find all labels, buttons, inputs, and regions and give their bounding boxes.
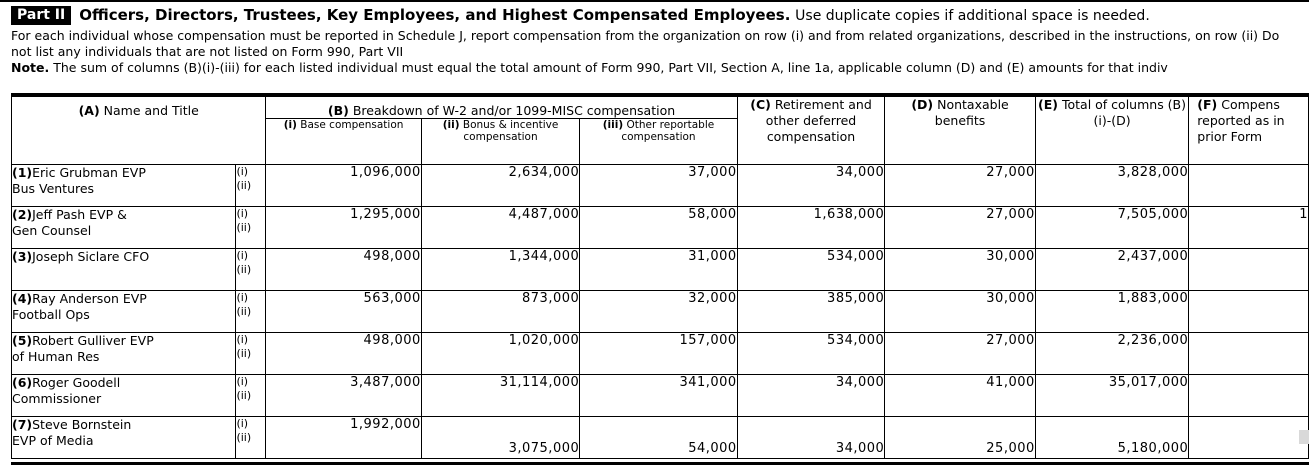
col-c-header: (C) Retirement and other deferred compensation (737, 97, 885, 165)
table-row (12, 249, 1309, 291)
person-name-title: (6)Roger Goodell Commissioner (12, 375, 236, 417)
nontaxable-benefits: 41,000 (885, 375, 1035, 417)
retirement-comp: 534,000 (737, 249, 885, 291)
intro-text: For each individual whose compensation must be reported in Schedule J, report compensation from the organization on row (i) and from related organizations, described in the instructions, on row (ii) Do not list any individuals that are not listed on Form 990, Part VII (11, 28, 1280, 59)
note-line (11, 60, 1168, 75)
part-title-row (11, 6, 1150, 26)
retirement-comp: 34,000 (737, 417, 885, 459)
prior-form-comp (1189, 291, 1309, 333)
other-comp: 54,000 (580, 417, 737, 459)
base-comp: 498,000 (266, 249, 421, 291)
nontaxable-benefits: 27,000 (885, 333, 1035, 375)
total-comp: 1,883,000 (1035, 291, 1189, 333)
retirement-comp: 34,000 (737, 375, 885, 417)
col-e-header: (E) Total of columns (B)(i)-(D) (1035, 97, 1189, 165)
other-comp: 37,000 (580, 165, 737, 207)
other-comp: 32,000 (580, 291, 737, 333)
base-comp: 1,295,000 (266, 207, 421, 249)
base-comp: 1,992,000 (266, 417, 421, 459)
table-row (12, 333, 1309, 375)
nontaxable-benefits: 30,000 (885, 291, 1035, 333)
row-indicator: (i) (ii) (236, 291, 266, 333)
nontaxable-benefits: 27,000 (885, 165, 1035, 207)
bonus-comp: 1,344,000 (421, 249, 579, 291)
row-indicator: (i) (ii) (236, 417, 266, 459)
prior-form-comp (1189, 249, 1309, 291)
prior-form-comp (1189, 417, 1309, 459)
part-subtitle: Use duplicate copies if additional space is needed. (795, 8, 1150, 24)
row-indicator: (i) (ii) (236, 333, 266, 375)
bonus-comp: 2,634,000 (421, 165, 579, 207)
retirement-comp: 385,000 (737, 291, 885, 333)
col-d-header: (D) Nontaxable benefits (885, 97, 1035, 165)
table-row (12, 417, 1309, 459)
person-name-title: (7)Steve Bornstein EVP of Media (12, 417, 236, 459)
base-comp: 563,000 (266, 291, 421, 333)
col-b-header: (B) Breakdown of W-2 and/or 1099-MISC compensation (266, 97, 737, 119)
person-name-title: (2)Jeff Pash EVP & Gen Counsel (12, 207, 236, 249)
retirement-comp: 1,638,000 (737, 207, 885, 249)
table-bottom-rule (11, 462, 1309, 465)
other-comp: 31,000 (580, 249, 737, 291)
total-comp: 2,437,000 (1035, 249, 1189, 291)
person-name-title: (5)Robert Gulliver EVP of Human Res (12, 333, 236, 375)
prior-form-comp (1189, 375, 1309, 417)
row-indicator: (i) (ii) (236, 375, 266, 417)
table-row (12, 375, 1309, 417)
retirement-comp: 34,000 (737, 165, 885, 207)
col-b3-header: (iii) Other reportable compensation (580, 119, 737, 165)
prior-form-comp: 1 (1189, 207, 1309, 249)
row-indicator: (i) (ii) (236, 249, 266, 291)
note-label: Note. (11, 60, 50, 75)
prior-form-comp (1189, 333, 1309, 375)
total-comp: 35,017,000 (1035, 375, 1189, 417)
total-comp: 5,180,000 (1035, 417, 1189, 459)
col-a-header: (A) Name and Title (12, 97, 266, 165)
other-comp: 58,000 (580, 207, 737, 249)
bonus-comp: 3,075,000 (421, 417, 579, 459)
base-comp: 3,487,000 (266, 375, 421, 417)
nontaxable-benefits: 27,000 (885, 207, 1035, 249)
col-b1-header: (i) Base compensation (266, 119, 421, 165)
bonus-comp: 4,487,000 (421, 207, 579, 249)
col-b2-header: (ii) Bonus & incentive compensation (421, 119, 579, 165)
part-title-bold: Officers, Directors, Trustees, Key Employees, and Highest Compensated Employees. (79, 6, 791, 24)
top-rule (0, 0, 1309, 2)
col-f-header: (F) Compens reported as in prior Form (1189, 97, 1309, 165)
bonus-comp: 873,000 (421, 291, 579, 333)
base-comp: 498,000 (266, 333, 421, 375)
person-name-title: (4)Ray Anderson EVP Football Ops (12, 291, 236, 333)
bonus-comp: 1,020,000 (421, 333, 579, 375)
table-row (12, 165, 1309, 207)
other-comp: 341,000 (580, 375, 737, 417)
bonus-comp: 31,114,000 (421, 375, 579, 417)
person-name-title: (3)Joseph Siclare CFO (12, 249, 236, 291)
scrollbar-thumb[interactable] (1299, 430, 1309, 444)
note-text: The sum of columns (B)(i)-(iii) for each listed individual must equal the total amount of Form 990, Part VII, Section A, line 1a, applicable column (D) and (E) amounts for that indiv (53, 60, 1168, 75)
person-name-title: (1)Eric Grubman EVP Bus Ventures (12, 165, 236, 207)
nontaxable-benefits: 30,000 (885, 249, 1035, 291)
total-comp: 3,828,000 (1035, 165, 1189, 207)
other-comp: 157,000 (580, 333, 737, 375)
compensation-table (11, 96, 1309, 459)
retirement-comp: 534,000 (737, 333, 885, 375)
row-indicator: (i) (ii) (236, 207, 266, 249)
table-row (12, 291, 1309, 333)
table-row (12, 207, 1309, 249)
part-title (79, 6, 1150, 26)
total-comp: 2,236,000 (1035, 333, 1189, 375)
nontaxable-benefits: 25,000 (885, 417, 1035, 459)
part-label: Part II (11, 6, 71, 25)
total-comp: 7,505,000 (1035, 207, 1189, 249)
row-indicator: (i) (ii) (236, 165, 266, 207)
prior-form-comp (1189, 165, 1309, 207)
base-comp: 1,096,000 (266, 165, 421, 207)
